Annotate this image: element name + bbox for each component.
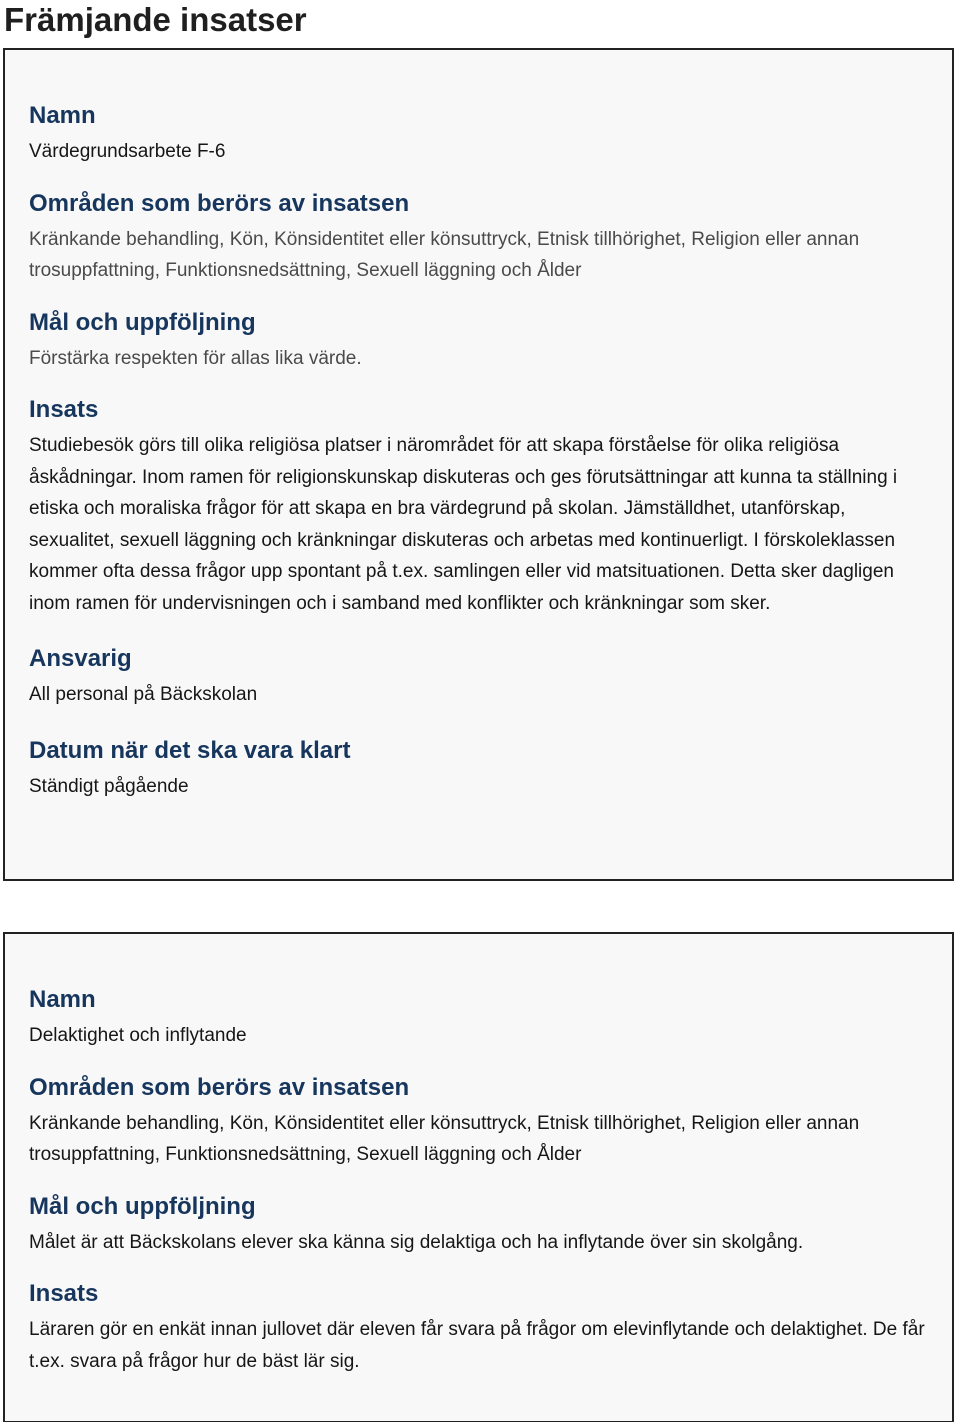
field-insats bbox=[29, 1278, 928, 1377]
field-label: Mål och uppföljning bbox=[29, 1192, 256, 1220]
field-value: Värdegrundsarbete F-6 bbox=[29, 141, 226, 162]
field-value: Kränkande behandling, Kön, Könsidentitet eller könsuttryck, Etnisk tillhörighet, Religion eller annan trosuppfattning, Funktionsnedsättning, Sexuell läggning och Ålder bbox=[29, 1112, 860, 1165]
field-value: Målet är att Bäckskolans elever ska känna sig delaktiga och ha inflytande över sin skolgång. bbox=[29, 1231, 804, 1253]
field-value: Förstärka respekten för allas lika värde. bbox=[29, 347, 362, 369]
field-omraden bbox=[29, 1072, 928, 1171]
field-label: Insats bbox=[29, 1280, 99, 1307]
field-ansvarig bbox=[29, 643, 928, 711]
field-insats bbox=[29, 394, 928, 619]
field-value: Kränkande behandling, Kön, Könsidentitet eller könsuttryck, Etnisk tillhörighet, Religion eller annan trosuppfattning, Funktionsnedsättning, Sexuell läggning och Ålder bbox=[29, 228, 860, 281]
field-label: Mål och uppföljning bbox=[29, 308, 256, 336]
insats-card-2 bbox=[3, 932, 954, 1422]
field-label: Områden som berörs av insatsen bbox=[29, 1073, 410, 1101]
field-mal-och-uppfoljning bbox=[29, 307, 928, 375]
field-label: Insats bbox=[29, 396, 99, 423]
field-label: Områden som berörs av insatsen bbox=[29, 189, 410, 217]
field-omraden bbox=[29, 188, 928, 287]
field-label: Namn bbox=[29, 986, 96, 1013]
field-label: Ansvarig bbox=[29, 645, 132, 672]
field-label: Datum när det ska vara klart bbox=[29, 736, 351, 764]
field-namn bbox=[29, 984, 928, 1052]
page-title: Främjande insatser bbox=[4, 1, 307, 38]
field-label: Namn bbox=[29, 102, 96, 129]
field-value: Läraren gör en enkät innan jullovet där eleven får svara på frågor om elevinflytande och delaktighet. De får t.ex. svara på frågor hur de bäst lär sig. bbox=[29, 1319, 925, 1372]
field-value: Delaktighet och inflytande bbox=[29, 1025, 247, 1046]
field-value: All personal på Bäckskolan bbox=[29, 684, 258, 705]
field-mal-och-uppfoljning bbox=[29, 1191, 928, 1259]
field-namn bbox=[29, 100, 928, 168]
field-value: Studiebesök görs till olika religiösa platser i närområdet för att skapa förståelse för olika religiösa åskådningar. Inom ramen för religionskunskap diskuteras och ges förutsättningar att kunna ta ställning i etiska och moraliska frågor för att skapa en bra värdegrund på skolan. Jämställdhet, utanförskap, sexualitet, sexuell läggning och kränkningar diskuteras och arbetas med kontinuerligt. I förskoleklassen kommer ofta dessa frågor upp spontant på t.ex. samlingen eller vid matsituationen. Detta sker dagligen inom ramen för undervisningen och i samband med konflikter och kränkningar som sker. bbox=[29, 435, 898, 614]
field-datum bbox=[29, 735, 928, 803]
field-value: Ständigt pågående bbox=[29, 775, 189, 797]
insats-card-1 bbox=[3, 48, 954, 881]
